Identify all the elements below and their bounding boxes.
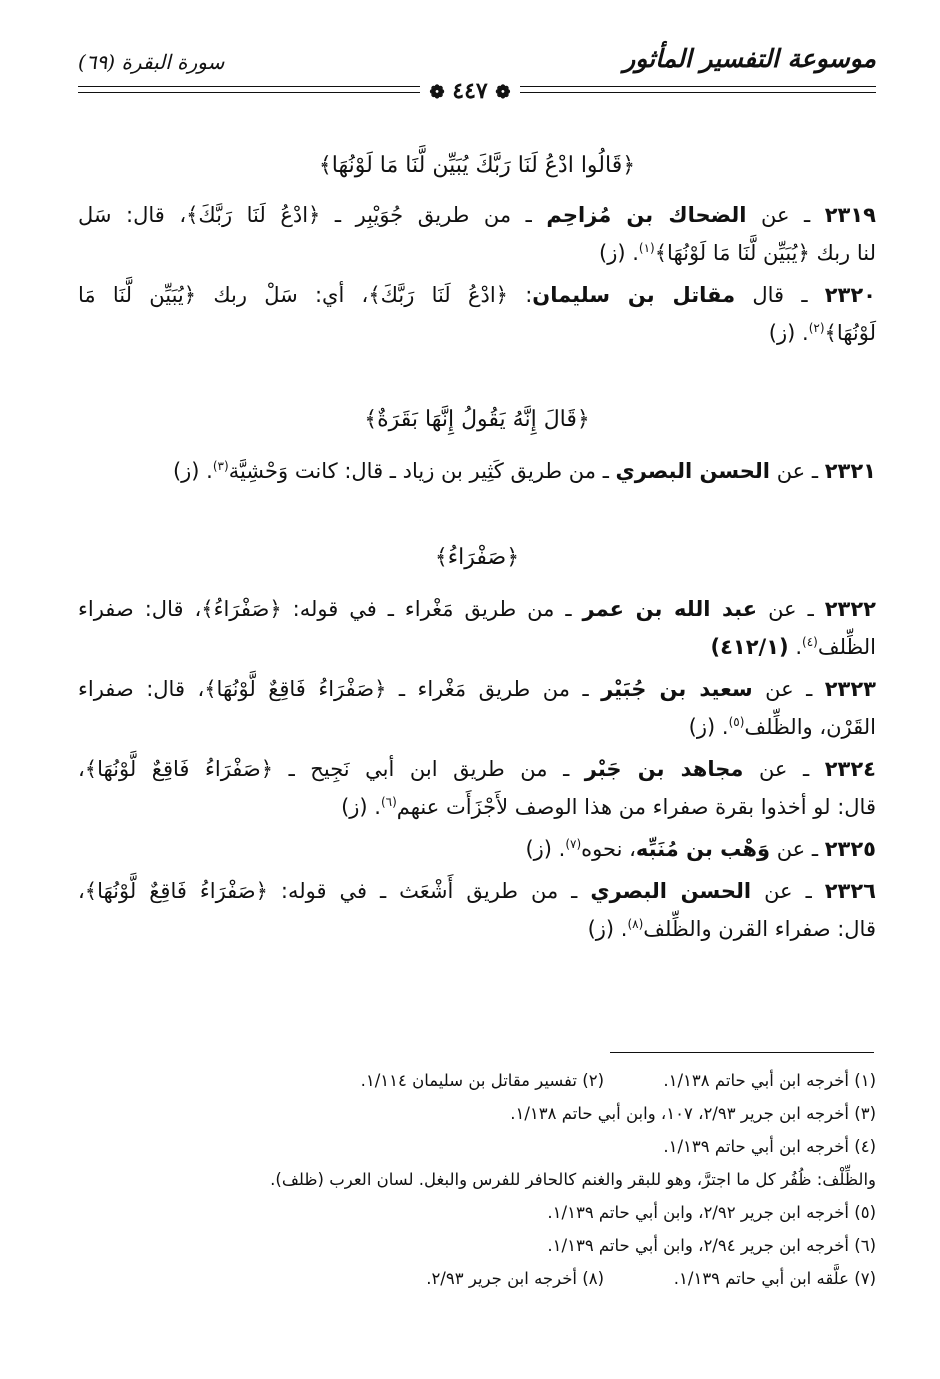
narrator-name: الحسن البصري [590,879,752,903]
narration-text: ـ عن [751,879,825,903]
page-number-group [420,78,521,106]
footnote-ref: (٧) [565,837,582,851]
narration-text: . [788,635,803,659]
narration-text: ـ من طريق أَشْعَث ـ في قوله: [267,879,591,903]
quran-quote: ﴿يُبَيِّن لَّنَا مَا [78,283,197,307]
narration-text: . (ز) [341,795,381,819]
narration-text: ـ عن [757,597,825,621]
narrator-name: مقاتل بن سليمان [532,283,736,307]
narration-number: ٢٣٢٥ [824,837,876,861]
narration-text: : [507,283,533,307]
quran-quote: ﴿صَفْرَاءُ فَاقِعٌ لَّوْنُهَا﴾ [84,757,274,781]
narrations-section [78,590,876,948]
quran-quote: لَوْنُهَا﴾ [824,321,876,345]
narration-text: ـ عن [770,837,825,861]
surah-label: سورة البقرة (٦٩) [78,50,225,74]
narration-line [78,234,876,272]
narration-line [78,314,876,352]
footnote-ref: (٢) [808,321,825,335]
page-number-box [0,78,940,106]
verse-heading: ﴿قَالَ إِنَّهُ يَقُولُ إِنَّهَا بَقَرَةٌ﴾ [364,407,590,432]
footnote-ref: (٤) [802,635,818,649]
footnote-separator [610,1052,874,1053]
narration-text: القَرْن، والظِّلف [744,715,876,739]
footnote-6: (٦) أخرجه ابن جرير ٢/٩٤، وابن أبي حاتم ١/١٣٩. [547,1236,876,1255]
footnote-4: (٤) أخرجه ابن أبي حاتم ١/١٣٩. [663,1137,876,1156]
quran-quote: ﴿صَفْرَاءُ فَاقِعٌ لَّوْنُهَا﴾ [84,879,268,903]
narration-paragraph [78,872,876,948]
narration-paragraph [78,670,876,746]
narration-text: ـ من طريق مَغْراء ـ في قوله: [281,597,583,621]
book-title: موسوعة التفسير المأثور [623,44,876,73]
narration-text: . (ز) [525,837,566,861]
footnote-5: (٥) أخرجه ابن جرير ٢/٩٢، وابن أبي حاتم ١/١٣٩. [547,1203,876,1222]
narration-number: ٢٣٢٢ [824,597,876,621]
narration-number: ٢٣١٩ [824,203,876,227]
footnote-ref: (٣) [212,459,229,473]
narration-line [78,590,876,628]
narration-text: ـ عن [746,203,825,227]
narration-text: ، [78,879,85,903]
footnote-ref: (٥) [728,715,745,729]
narration-text: قال: صفراء القرن والظِّلف [643,917,876,941]
footnote-8: (٨) أخرجه ابن جرير ٢/٩٣. [426,1269,604,1288]
narration-paragraph [78,830,876,868]
narrations-section [78,196,876,352]
narrator-name: الضحاك بن مُزاحِم [546,203,747,227]
narration-text: . (ز) [599,241,639,265]
narration-text: ، نحوه [581,837,636,861]
narration-line [78,452,876,490]
narration-number: ٢٣٢٣ [824,677,876,701]
footnote-4-note: والظِّلْف: ظُفُر كل ما اجترَّ، وهو للبقر والغنم كالحافر للفرس والبغل. لسان العرب (ظلف). [270,1170,876,1189]
narration-text: ـ عن [770,459,825,483]
footnote-7: (٧) علَّقه ابن أبي حاتم ١/١٣٩. [673,1269,876,1288]
narration-text: ، قال: صفراء [78,597,202,621]
footnote-ref: (٨) [627,917,644,931]
narration-text: لنا ربك [809,241,876,265]
page-number: ٤٤٧ [452,78,488,104]
narrator-name: الحسن البصري [615,459,771,483]
narration-number: ٢٣٢٤ [824,757,876,781]
narration-text: ـ من طريق جُوَيْبِر ـ [320,203,547,227]
narration-paragraph [78,276,876,352]
narration-line [78,670,876,708]
verse-heading: ﴿صَفْرَاءُ﴾ [434,545,520,570]
narration-text: ـ من طريق ابن أبي نَجِيح ـ [273,757,585,781]
footnote-3: (٣) أخرجه ابن جرير ٢/٩٣، ١٠٧، وابن أبي حاتم ١/١٣٨. [510,1104,876,1123]
quran-quote: ﴿ادْعُ لَنَا رَبَّكَ﴾ [368,283,508,307]
footnote-1: (١) أخرجه ابن أبي حاتم ١/١٣٨. [663,1071,876,1090]
narration-line [78,628,876,666]
narration-text: ، أي: سَلْ ربك [196,283,369,307]
quran-quote: ﴿ادْعُ لَنَا رَبَّكَ﴾ [186,203,321,227]
narrator-name: سعيد بن جُبَيْر [601,677,753,701]
narration-paragraph [78,196,876,272]
narration-number: ٢٣٢٠ [824,283,876,307]
footnote-row [78,1262,876,1295]
narrations-section [78,452,876,490]
narration-line [78,276,876,314]
verse-heading: ﴿قَالُوا ادْعُ لَنَا رَبَّكَ يُبَيِّن لَّنَا مَا لَوْنُهَا﴾ [318,153,636,178]
main-content [78,140,876,948]
narration-text: ـ من طريق كَثِير بن زياد ـ قال: كانت وَحْشِيَّة [228,459,616,483]
narration-text: ـ عن [743,757,825,781]
narrator-name: (٤١٢/١) [710,635,789,659]
narration-text: . (ز) [587,917,628,941]
narrator-name: وَهْب بن مُنَبِّه [635,837,771,861]
narration-line [78,708,876,746]
narration-line [78,788,876,826]
narration-line [78,750,876,788]
narration-line [78,196,876,234]
narration-number: ٢٣٢١ [824,459,876,483]
narration-line [78,872,876,910]
narration-text: ، قال: صفراء [78,677,205,701]
narrator-name: مجاهد بن جَبْر [584,757,744,781]
narration-text: . (ز) [172,459,213,483]
narration-text: ـ قال [735,283,825,307]
footnote-ref: (٦) [380,795,397,809]
narration-text: قال: لو أخذوا بقرة صفراء من هذا الوصف لأَجْزَأَت عنهم [396,795,876,819]
footnote-ref: (١) [638,241,655,255]
narration-text: ، قال: سَل [78,203,187,227]
quran-quote: ﴿صَفْرَاءُ﴾ [201,597,282,621]
narration-text: الظِّلف [817,635,876,659]
narration-line [78,830,876,868]
narration-line [78,910,876,948]
ornament-icon: ❁ [495,82,511,103]
narrator-name: عبد الله بن عمر [582,597,758,621]
narration-text: . (ز) [688,715,729,739]
narration-paragraph [78,750,876,826]
narration-text: . (ز) [768,321,809,345]
narration-paragraph [78,452,876,490]
quran-quote: ﴿يُبَيِّن لَّنَا مَا لَوْنُهَا﴾ [654,241,810,265]
narration-text: ـ عن [752,677,825,701]
ornament-icon: ❁ [429,82,445,103]
quran-quote: ﴿صَفْرَاءُ فَاقِعٌ لَّوْنُهَا﴾ [204,677,387,701]
narration-text: ـ من طريق مَغْراء ـ [386,677,602,701]
footnote-row [78,1064,876,1097]
footnotes [78,1064,876,1295]
narration-text: ، [78,757,85,781]
narration-paragraph [78,590,876,666]
narration-number: ٢٣٢٦ [824,879,876,903]
footnote-2: (٢) تفسير مقاتل بن سليمان ١/١١٤. [360,1071,604,1090]
